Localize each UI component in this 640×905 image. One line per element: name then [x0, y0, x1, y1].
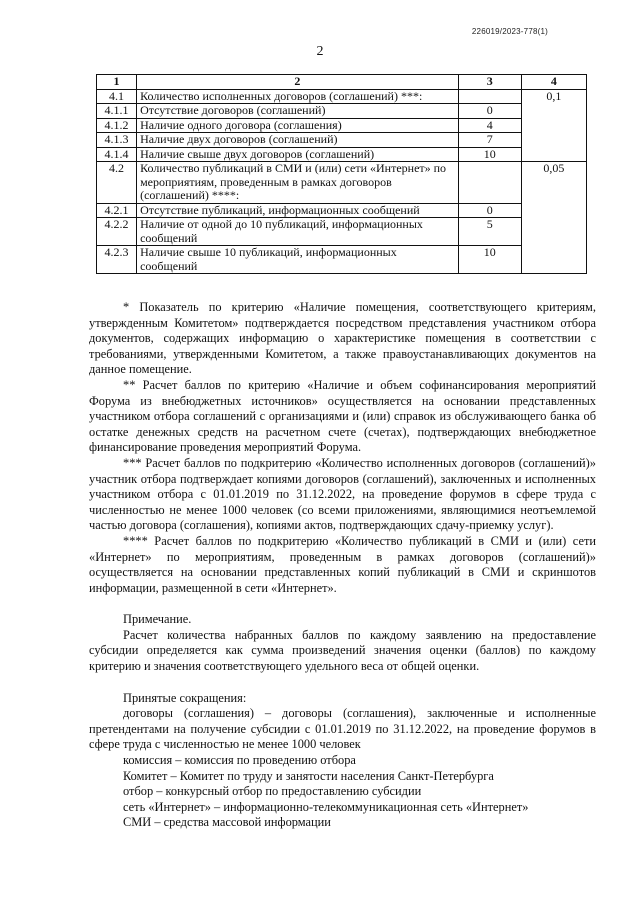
table-row — [97, 133, 587, 148]
row-number: 4.2.3 — [97, 246, 137, 274]
row-number: 4.2.1 — [97, 203, 137, 218]
row-score: 7 — [458, 133, 521, 148]
abbreviation-item: отбор – конкурсный отбор по предоставлению субсидии — [123, 784, 422, 799]
row-text: Наличие от одной до 10 публикаций, информационных сообщений — [137, 218, 459, 246]
row-number: 4.1.4 — [97, 147, 137, 162]
footnote: *** Расчет баллов по подкритерию «Количество исполненных договоров (соглашений)» участник отбора подтверждает копиями договоров (соглашений), заключенных и исполненных участником отбора с 01.01.2019 по 31.12.2022, на проведение форумов в сфере труда с численностью не менее 1000 человек (со всеми приложениями, являющимися неотъемлемой частью договора (соглашения), копиями актов, подтверждающих сдачу-приемку услуг). — [89, 455, 596, 533]
abbreviation-item: сеть «Интернет» – информационно-телекоммуникационная сеть «Интернет» — [123, 799, 529, 814]
table-row — [97, 218, 587, 246]
row-number: 4.1.2 — [97, 118, 137, 133]
criteria-table — [96, 74, 587, 274]
abbreviation-item: СМИ – средства массовой информации — [123, 815, 331, 830]
row-number: 4.2 — [97, 162, 137, 204]
column-header: 1 — [97, 75, 137, 90]
table-row — [97, 203, 587, 218]
table-row — [97, 89, 587, 104]
table-row — [97, 104, 587, 119]
table-header-row — [97, 75, 587, 90]
row-weight: 0,05 — [521, 162, 586, 274]
table-row — [97, 162, 587, 204]
row-score: 0 — [458, 203, 521, 218]
row-score — [458, 162, 521, 204]
abbreviation-item: Комитет – Комитет по труду и занятости населения Санкт-Петербурга — [123, 768, 494, 783]
page-number: 2 — [316, 44, 324, 59]
row-text: Наличие свыше двух договоров (соглашений) — [137, 147, 459, 162]
table-row — [97, 246, 587, 274]
footnote: ** Расчет баллов по критерию «Наличие и объем софинансирования мероприятий Форума из внебюджетных источников» осуществляется на основании представленных участником отбора соглашений с организациями и (или) справок из обслуживающего банка об остатке денежных средств на расчетном счете (счетах), подтверждающих внебюджетное финансирование проведения мероприятий Форума. — [89, 377, 596, 455]
row-score — [458, 89, 521, 104]
row-score: 4 — [458, 118, 521, 133]
column-header: 4 — [521, 75, 586, 90]
row-score: 10 — [458, 246, 521, 274]
row-score: 10 — [458, 147, 521, 162]
notes-section — [89, 300, 596, 831]
row-text: Отсутствие публикаций, информационных сообщений — [137, 203, 459, 218]
row-text: Количество исполненных договоров (соглашений) ***: — [137, 89, 459, 104]
column-header: 2 — [137, 75, 459, 90]
row-number: 4.1.3 — [97, 133, 137, 148]
footnote: * Показатель по критерию «Наличие помещения, соответствующего критериям, утвержденным Комитетом» подтверждается посредством представления участником отбора документов, содержащих информацию о характеристике помещения в соответствии с требованиями, утвержденными Комитетом, а также правоустанавливающих документов на данное помещение. — [89, 300, 596, 377]
row-text: Количество публикаций в СМИ и (или) сети «Интернет» по мероприятиям, проведенным в рамках договоров (соглашений) ****: — [137, 162, 459, 204]
table-row — [97, 118, 587, 133]
row-number: 4.1.1 — [97, 104, 137, 119]
row-number: 4.1 — [97, 89, 137, 104]
row-score: 5 — [458, 218, 521, 246]
abbreviation-item: комиссия – комиссия по проведению отбора — [123, 753, 356, 768]
abbreviations-title: Принятые сокращения: — [123, 690, 247, 705]
row-text: Отсутствие договоров (соглашений) — [137, 104, 459, 119]
abbreviation-item: договоры (соглашения) – договоры (соглашения), заключенные и исполненные претендентами на получение субсидии с 01.01.2019 по 31.12.2022, на проведение форумов в сфере труда с численностью не менее 1000 человек — [89, 706, 596, 752]
row-score: 0 — [458, 104, 521, 119]
row-weight: 0,1 — [521, 89, 586, 162]
row-text: Наличие одного договора (соглашения) — [137, 118, 459, 133]
document-number: 226019/2023-778(1) — [471, 27, 548, 36]
row-number: 4.2.2 — [97, 218, 137, 246]
row-text: Наличие свыше 10 публикаций, информационных сообщений — [137, 246, 459, 274]
column-header: 3 — [458, 75, 521, 90]
note-title: Примечание. — [123, 612, 192, 627]
row-text: Наличие двух договоров (соглашений) — [137, 133, 459, 148]
footnote: **** Расчет баллов по подкритерию «Количество публикаций в СМИ и (или) сети «Интернет» по мероприятиям, проведенным в рамках договоров (соглашений)» осуществляется на основании представленных копий публикаций в СМИ и скриншотов информации, размещенной в сети «Интернет». — [89, 533, 596, 595]
table-row — [97, 147, 587, 162]
note-text: Расчет количества набранных баллов по каждому заявлению на предоставление субсидии определяется как сумма произведений значения оценки (баллов) по каждому критерию и значения соответствующего удельного веса от общей оценки. — [89, 627, 596, 674]
